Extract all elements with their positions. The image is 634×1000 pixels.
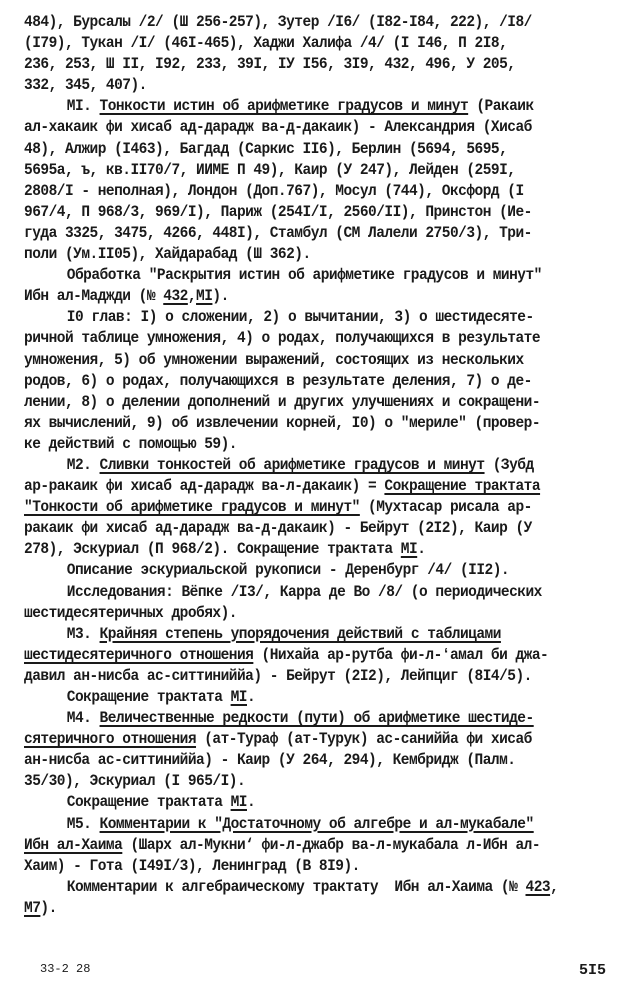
text-line (24, 328, 578, 349)
underlined-text: Ибн ал-Хаима (24, 835, 123, 854)
text-line (24, 539, 578, 560)
text-segment: M5. (66, 814, 100, 833)
text-segment: 967/4, П 968/3, 969/I), Париж (254I/I, 2560/II), Принстон (Ие- (24, 202, 532, 221)
text-segment: шестидесятеричных дробях). (24, 603, 237, 622)
text-line (24, 139, 578, 160)
underlined-text: 423 (525, 877, 551, 896)
underlined-text: MI (196, 287, 213, 306)
underlined-text: "Тонкости об арифметике градусов и минут" (24, 498, 360, 517)
text-line (24, 223, 578, 244)
text-line (24, 371, 578, 392)
text-segment: ). (40, 898, 57, 917)
text-segment: (ат-Тураф (ат-Турук) ас-саниййа фи хисаб (196, 730, 532, 749)
paragraph-first-line (24, 455, 578, 476)
body-text (24, 12, 620, 919)
text-line (24, 12, 578, 33)
underlined-text: Величественные редкости (пути) об арифметике шестиде- (99, 709, 534, 728)
paragraph-first-line (24, 792, 578, 813)
text-line (24, 434, 578, 455)
paragraph-first-line (24, 708, 578, 729)
text-segment: поли (Ум.II05), Хайдарабад (Ш 362). (24, 245, 311, 264)
text-line (24, 476, 578, 497)
text-line (24, 392, 578, 413)
text-line (24, 117, 578, 138)
printer-signature: 33-2 28 (40, 962, 91, 976)
text-segment: Ибн ал-Маджди (№ (24, 287, 164, 306)
text-segment: ричной таблице умножения, 4) о родах, получающихся в результате (24, 329, 541, 348)
text-segment: I0 глав: I) о сложении, 2) о вычитании, 3) о шестидесяте- (66, 308, 534, 327)
text-line (24, 603, 578, 624)
text-line (24, 898, 578, 919)
underlined-text: Комментарии к "Достаточному об алгебре и ал-мукабале" (99, 814, 534, 833)
paragraph-first-line (24, 307, 578, 328)
paragraph-first-line (24, 582, 578, 603)
text-segment: 484), Бурсалы /2/ (Ш 256-257), Зутер /I6/ (I82-I84, 222), /I8/ (24, 13, 532, 31)
text-line (24, 518, 578, 539)
paragraph-first-line (24, 687, 578, 708)
text-line (24, 666, 578, 687)
underlined-text: 432 (163, 287, 188, 306)
text-segment: ал-хакаик фи хисаб ад-дарадж ва-д-дакаик) - Александрия (Хисаб (24, 118, 532, 137)
text-line (24, 835, 578, 856)
text-segment: Комментарии к алгебраическому трактату Ибн ал-Хаима (№ (66, 877, 526, 896)
paragraph-first-line (24, 265, 578, 286)
underlined-text: MI (230, 793, 247, 812)
text-segment: . (417, 540, 426, 559)
text-segment: (Зубд (484, 455, 534, 474)
text-segment: ке действий с помощью 59). (24, 434, 237, 453)
text-line (24, 33, 578, 54)
text-line (24, 413, 578, 434)
text-segment: (Ракаик (468, 97, 534, 116)
underlined-text: M7 (24, 898, 41, 917)
text-segment: Исследования: Вёпке /I3/, Карра де Во /8/ (о периодических (66, 582, 542, 601)
text-segment: родов, 6) о родах, получающихся в результате деления, 7) о де- (24, 371, 532, 390)
text-line (24, 497, 578, 518)
underlined-text: сятеричного отношения (24, 730, 197, 749)
text-segment: 35/30), Эскуриал (I 965/I). (24, 772, 246, 791)
underlined-text: MI (230, 688, 247, 706)
text-segment: (Нихайа ар-рутба фи-л-ʻамал би джа- (253, 645, 549, 664)
text-segment: MI. (66, 97, 100, 116)
text-segment: , (187, 287, 197, 306)
text-segment: , (550, 877, 559, 896)
underlined-text: Тонкости истин об арифметике градусов и минут (99, 97, 469, 116)
text-segment: Обработка "Раскрытия истин об арифметике градусов и минут" (66, 266, 542, 285)
text-line (24, 350, 578, 371)
text-segment: Описание эскуриальской рукописи - Деренбург /4/ (II2). (66, 561, 510, 580)
text-line (24, 286, 578, 307)
text-segment: ар-ракаик фи хисаб ад-дарадж ва-л-дакаик) = (24, 477, 385, 496)
text-segment: Сокращение трактата (66, 688, 231, 706)
underlined-text: шестидесятеричного отношения (24, 645, 254, 664)
text-segment: лении, 8) о делении дополнений и других улучшениях и сокращени- (24, 392, 541, 411)
text-line (24, 244, 578, 265)
text-segment: (I79), Тукан /I/ (46I-465), Хаджи Халифа /4/ (I I46, П 2I8, (24, 34, 508, 53)
text-segment: гуда 3325, 3475, 4266, 448I), Стамбул (СМ Лалели 2750/3), Три- (24, 223, 532, 242)
text-segment: 5695a, ъ, кв.II70/7, ИИМЕ П 49), Каир (У 247), Лейден (259I, (24, 160, 516, 179)
underlined-text: Крайняя степень упорядочения действий с таблицами (99, 624, 501, 643)
text-segment: 236, 253, Ш II, I92, 233, 39I, IУ I56, 3I9, 432, 496, У 205, (24, 55, 516, 74)
text-segment: 278), Эскуриал (П 968/2). Сокращение трактата (24, 540, 401, 559)
text-segment: . (246, 793, 256, 812)
text-line (24, 729, 578, 750)
text-line (24, 856, 578, 877)
text-line (24, 645, 578, 666)
text-segment: умножения, 5) об умножении выражений, состоящих из нескольких (24, 350, 524, 369)
text-segment: 332, 345, 407). (24, 76, 147, 95)
text-segment: (Шарх ал-Мукни‘ фи-л-джабр ва-л-мукабала л-Ибн ал- (122, 835, 541, 854)
text-segment: ракаик фи хисаб ад-дарадж ва-д-дакаик) - Бейрут (2I2), Каир (У (24, 519, 532, 538)
text-segment: 2808/I - неполная), Лондон (Доп.767), Мосул (744), Оксфорд (I (24, 181, 524, 200)
text-line (24, 181, 578, 202)
text-segment: M4. (66, 709, 100, 728)
text-line (24, 202, 578, 223)
text-segment: (Мухтасар рисала ар- (359, 498, 532, 517)
page-number: 5I5 (578, 962, 606, 979)
text-line (24, 75, 578, 96)
text-segment: Хаим) - Гота (I49I/3), Ленинград (В 8I9). (24, 856, 360, 875)
text-segment: Сокращение трактата (66, 793, 231, 812)
text-segment: ан-нисба ас-ситтиниййа) - Каир (У 264, 294), Кембридж (Палм. (24, 751, 516, 770)
paragraph-first-line (24, 624, 578, 645)
underlined-text: Сливки тонкостей об арифметике градусов и минут (99, 455, 485, 474)
text-line (24, 54, 578, 75)
text-line (24, 771, 578, 792)
paragraph-first-line (24, 877, 578, 898)
text-segment: ях вычислений, 9) об извлечении корней, I0) о "мериле" (провер- (24, 413, 541, 432)
text-line (24, 750, 578, 771)
text-segment: ). (212, 287, 229, 306)
paragraph-first-line (24, 814, 578, 835)
paragraph-first-line (24, 560, 578, 581)
text-line (24, 160, 578, 181)
document-page (24, 12, 620, 919)
text-segment: 48), Алжир (I463), Багдад (Саркис II6), Берлин (5694, 5695, (24, 139, 508, 158)
text-segment: давил ан-нисба ас-ситтиниййа) - Бейрут (2I2), Лейпциг (8I4/5). (24, 666, 532, 685)
text-segment: M3. (66, 624, 100, 643)
paragraph-first-line (24, 96, 578, 117)
text-segment: M2. (66, 455, 100, 474)
text-segment: . (246, 688, 256, 706)
underlined-text: MI (400, 540, 418, 559)
underlined-text: Сокращение трактата (384, 477, 541, 496)
